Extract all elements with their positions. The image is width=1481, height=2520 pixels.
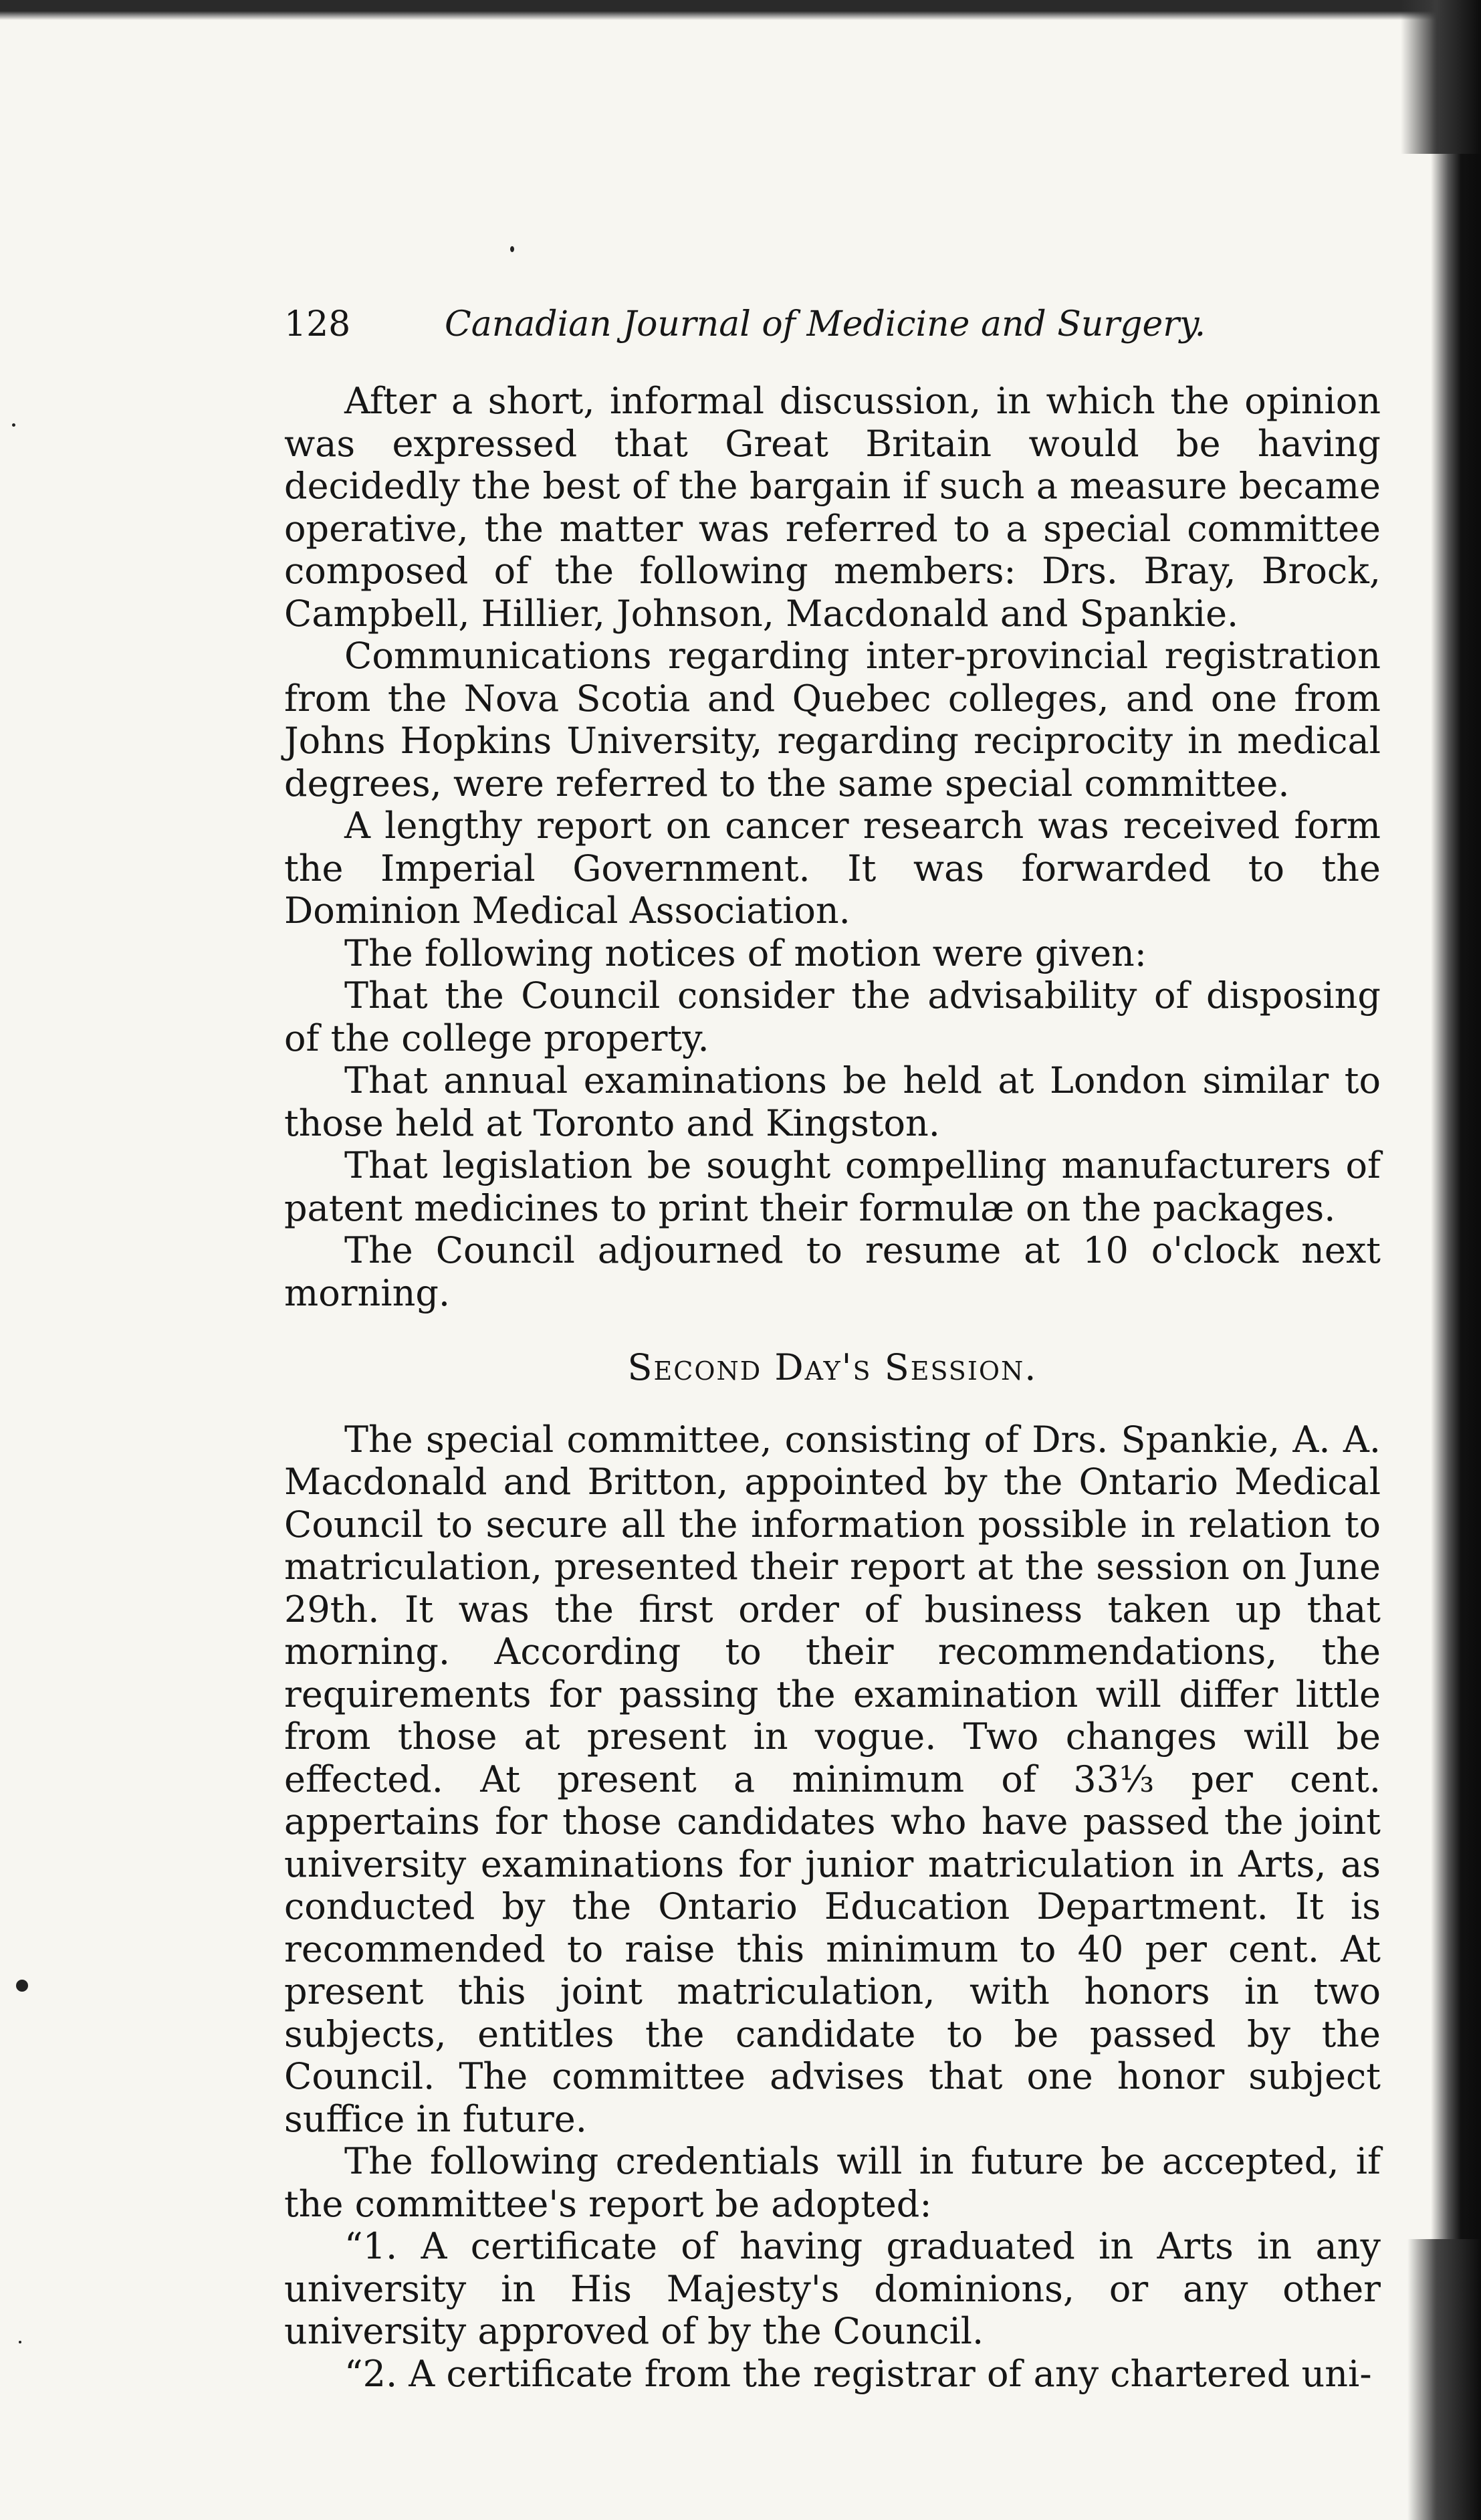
page-number: 128 bbox=[284, 304, 351, 344]
paragraph: That annual examinations be held at London similar to those held at Toronto and Kingston. bbox=[284, 1059, 1381, 1144]
ink-speck bbox=[12, 423, 15, 427]
body-text bbox=[284, 380, 1381, 2395]
page-corner-shadow-bottom bbox=[1407, 2239, 1481, 2520]
ink-blot bbox=[16, 1980, 28, 1992]
ink-speck bbox=[19, 2341, 21, 2343]
paragraph: The special committee, consisting of Drs. Spankie, A. A. Macdonald and Britton, appointed by the Ontario Medical Council to secure all the information possible in relation to matriculation, presented their report at the session on June 29th. It was the first order of business taken up that morning. According to their recommendations, the requirements for passing the examination will differ little from those at present in vogue. Two changes will be effected. At present a minimum of 33⅓ per cent. appertains for those candidates who have passed the joint university examinations for junior matriculation in Arts, as conducted by the Ontario Education Department. It is recommended to raise this minimum to 40 per cent. At present this joint matriculation, with honors in two subjects, entitles the candidate to be passed by the Council. The committee advises that one honor subject suffice in future. bbox=[284, 1418, 1381, 2140]
paragraph: “2. A certificate from the registrar of any chartered uni- bbox=[344, 2352, 1372, 2395]
paragraph: That legislation be sought compelling manufacturers of patent medicines to print their formulæ on the packages. bbox=[284, 1144, 1381, 1229]
journal-title: Canadian Journal of Medicine and Surgery. bbox=[445, 304, 1206, 344]
page-right-edge-shadow bbox=[1431, 0, 1481, 2520]
page-top-edge-shadow bbox=[0, 0, 1481, 20]
paragraph: The following credentials will in future be accepted, if the committee's report be adopted: bbox=[284, 2140, 1381, 2225]
page-corner-shadow-top bbox=[1401, 0, 1481, 154]
paragraph: After a short, informal discussion, in which the opinion was expressed that Great Britain would be having decidedly the best of the bargain if such a measure became operative, the matter was referred to a special committee composed of the following members: Drs. Bray, Brock, Campbell, Hillier, Johnson, Macdonald and Spankie. bbox=[284, 380, 1381, 635]
ink-speck bbox=[510, 246, 514, 252]
paragraph: The Council adjourned to resume at 10 o'clock next morning. bbox=[284, 1229, 1381, 1314]
section-heading: Second Day's Session. bbox=[627, 1346, 1038, 1388]
paragraph: Communications regarding inter-provincial registration from the Nova Scotia and Quebec colleges, and one from Johns Hopkins University, regarding reciprocity in medical degrees, were referred to the same special committee. bbox=[284, 635, 1381, 805]
paragraph: That the Council consider the advisability of disposing of the college property. bbox=[284, 974, 1381, 1059]
paragraph: The following notices of motion were given: bbox=[344, 932, 1147, 974]
paragraph: “1. A certificate of having graduated in Arts in any university in His Majesty's dominions, or any other university approved of by the Council. bbox=[284, 2225, 1381, 2352]
paragraph: A lengthy report on cancer research was received form the Imperial Government. It was forwarded to the Dominion Medical Association. bbox=[284, 805, 1381, 932]
running-header bbox=[284, 304, 1214, 344]
